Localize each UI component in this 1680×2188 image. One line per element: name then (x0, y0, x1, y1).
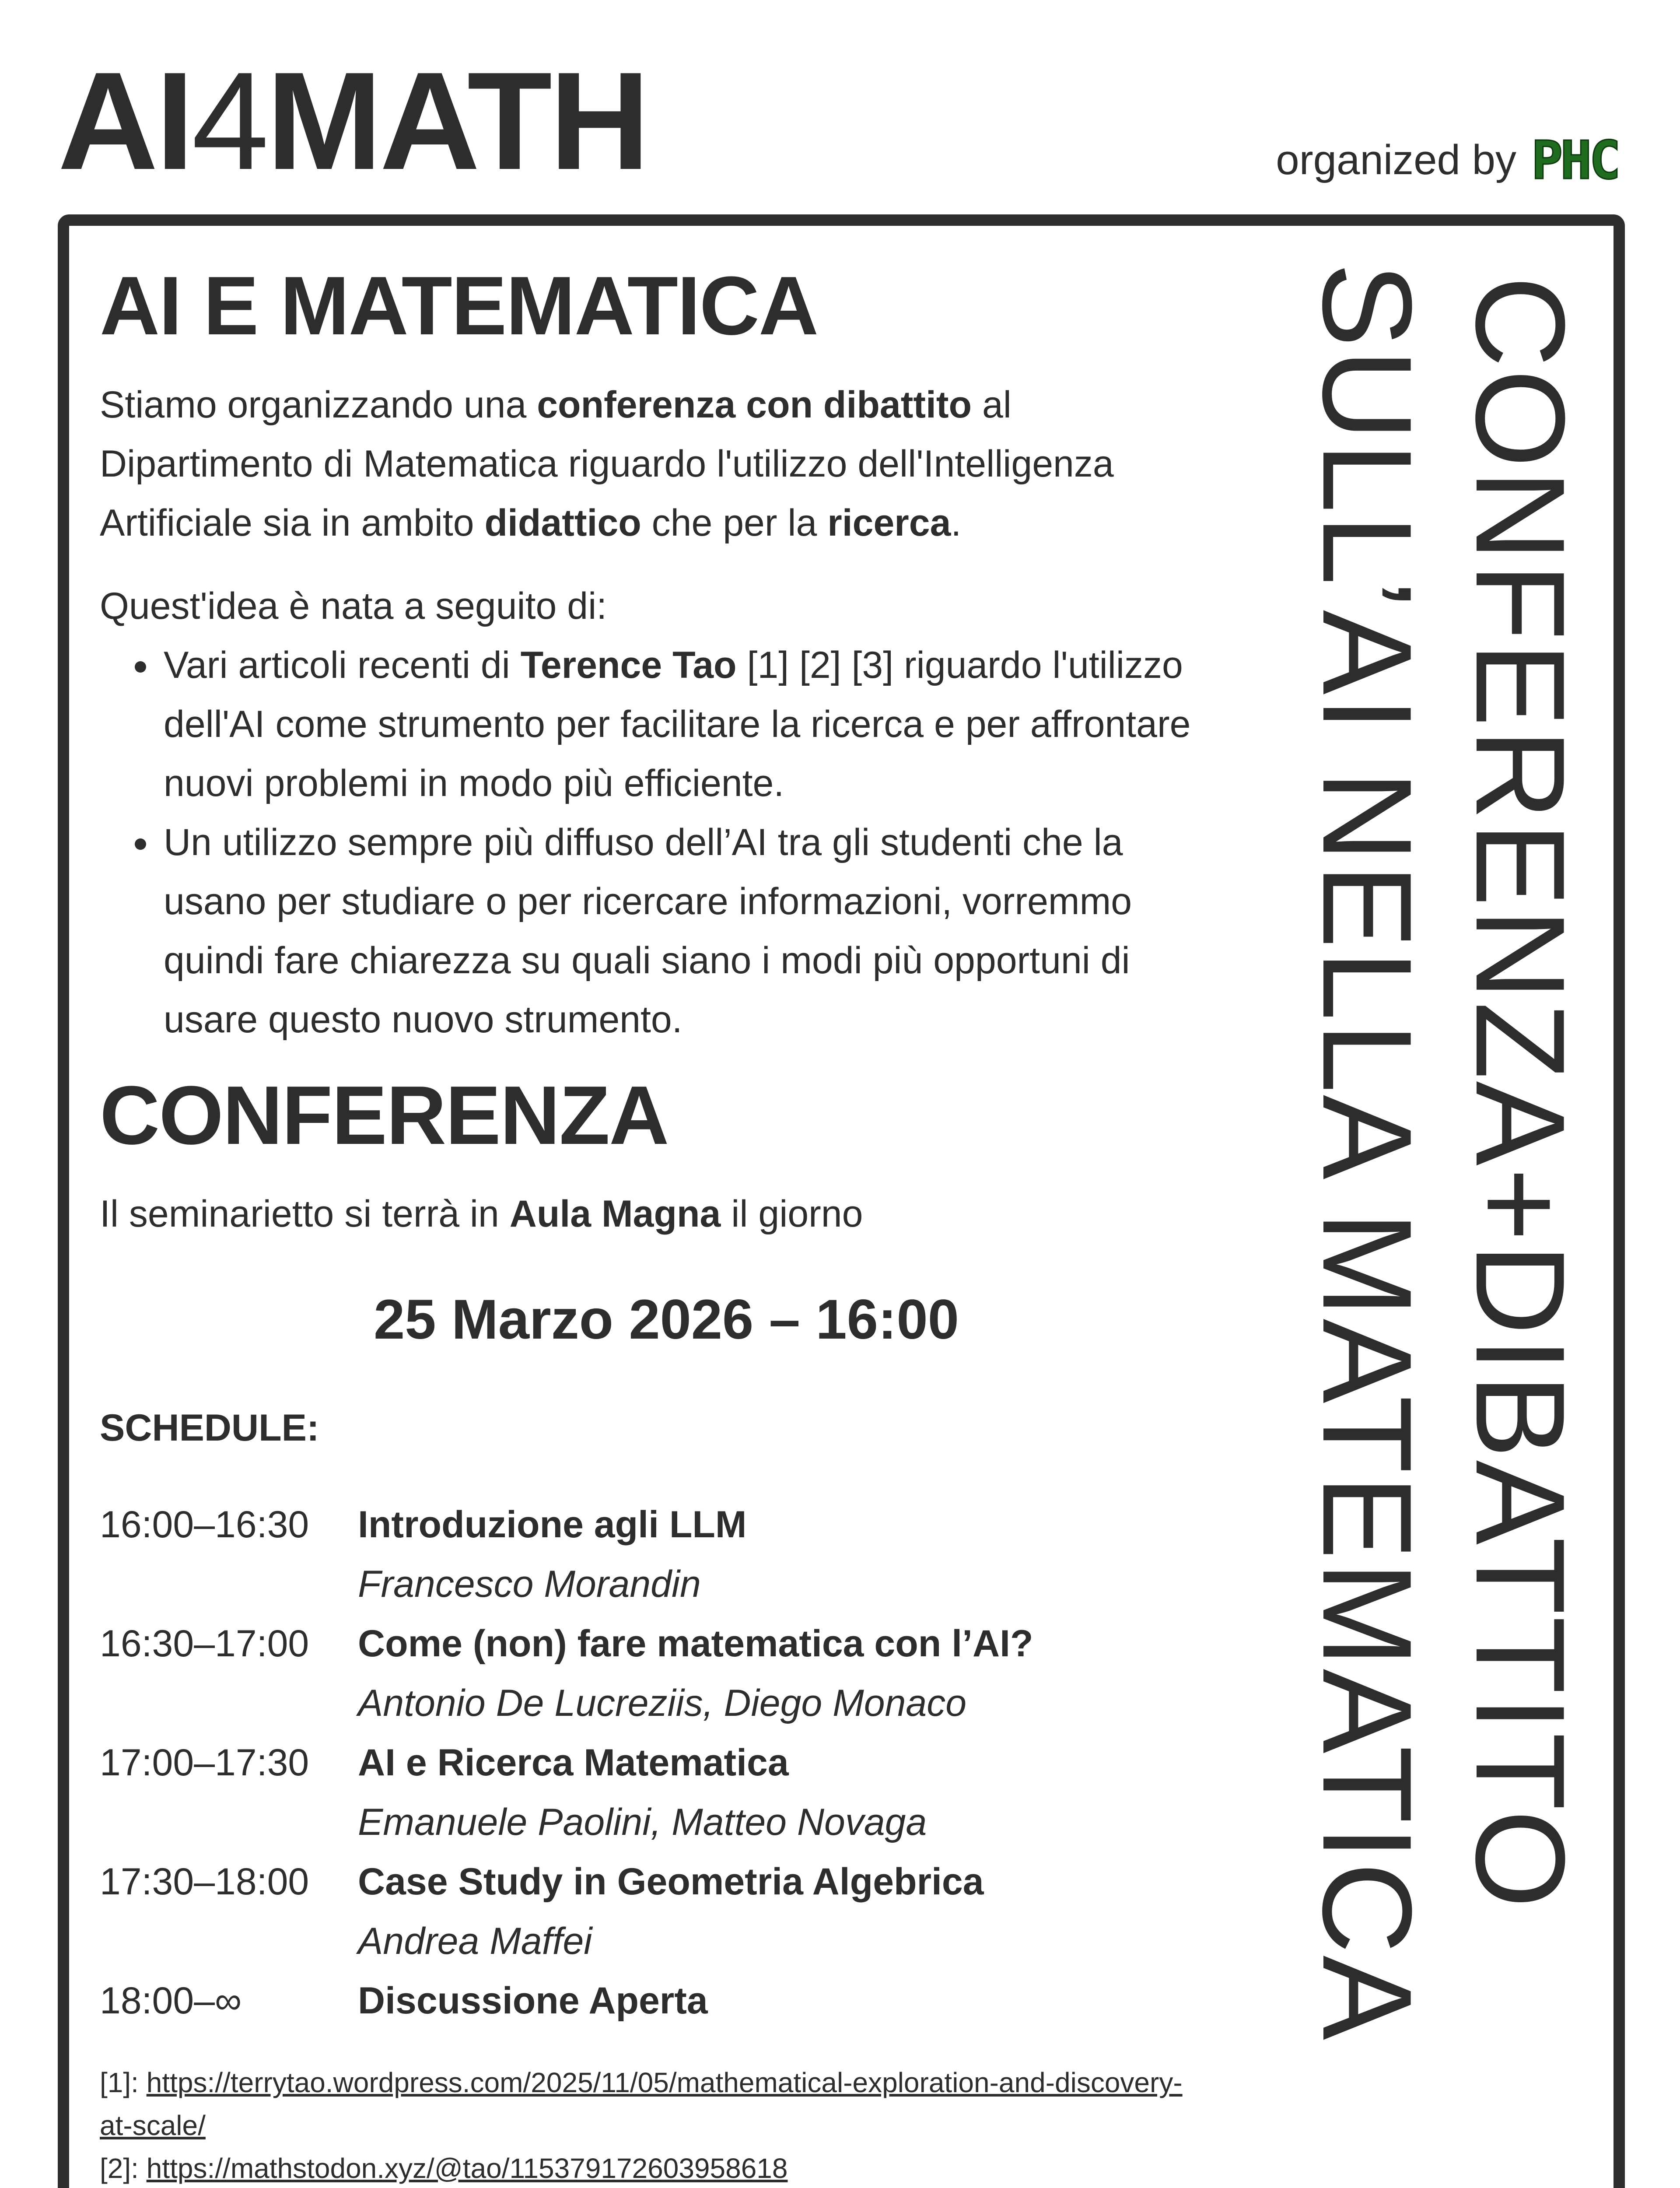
text-run: al Dipartimento di Matematica riguardo l'utilizzo dell'Intelligenza Artificiale sia in ambito (100, 383, 1114, 544)
section-title-ai-matematica: AI E MATEMATICA (100, 259, 818, 352)
slot-time: 17:00–17:30 (100, 1742, 309, 1784)
reference-link[interactable]: https://terrytao.wordpress.com/2025/11/05/mathematical-exploration-and-discovery-at-scale/ (100, 2067, 1183, 2141)
event-date: 25 Marzo 2026 – 16:00 (374, 1288, 959, 1351)
motivation-item (160, 813, 1202, 1049)
slot-time: 17:30–18:00 (100, 1861, 309, 1903)
text-run: . (951, 501, 962, 544)
talk-title: Come (non) fare matematica con l’AI? (358, 1623, 1033, 1665)
talk-title: AI e Ricerca Matematica (358, 1742, 789, 1784)
phc-logo (1531, 136, 1628, 185)
bold-text: Terence Tao (520, 644, 737, 686)
text-run: Il seminarietto si terrà in (100, 1193, 510, 1235)
text-run: Vari articoli recenti di (164, 644, 521, 686)
vertical-line-1: CONFERENZA+DIBATTITO (1449, 276, 1591, 1910)
reference-item (100, 2147, 1202, 2188)
talk-speakers: Emanuele Paolini, Matteo Novaga (358, 1801, 927, 1843)
reference-item (100, 2061, 1202, 2147)
main-content (100, 259, 1202, 2188)
schedule-row (100, 1733, 1202, 1852)
talk-speakers: Francesco Morandin (358, 1563, 701, 1605)
vertical-banner (1251, 263, 1591, 2188)
section-title-conferenza: CONFERENZA (100, 1069, 668, 1162)
talk-speakers: Antonio De Lucreziis, Diego Monaco (358, 1682, 967, 1724)
vertical-line-2: SULL’AI NELLA MATEMATICA (1296, 263, 1438, 2042)
motivation-item (160, 636, 1202, 813)
schedule-row (100, 1495, 1202, 1614)
idea-lead: Quest'idea è nata a seguito di: (100, 585, 607, 627)
motivation-list (100, 636, 1202, 1049)
bold-text: ricerca (827, 501, 951, 544)
bold-text: didattico (484, 501, 641, 544)
slot-time: 18:00–∞ (100, 1980, 242, 2022)
text-run: Un utilizzo sempre più diffuso dell’AI tra gli studenti che la usano per studiare o per ricercare informazioni, vorremmo quindi fare chiarezza su quali siano i modi più opportuni di usare questo nuovo strumento. (164, 821, 1132, 1041)
organizer (1276, 136, 1628, 185)
reference-label: [1]: (100, 2067, 147, 2098)
slot-time: 16:30–17:00 (100, 1623, 309, 1665)
logo-four: 4 (192, 43, 266, 199)
schedule-row (100, 1971, 1202, 2030)
bold-text: conferenza con dibattito (537, 383, 972, 426)
talk-speakers: Andrea Maffei (358, 1920, 592, 1962)
event-logo (58, 43, 648, 199)
logo-math: MATH (266, 43, 648, 199)
schedule-row (100, 1852, 1202, 1971)
talk-title: Case Study in Geometria Algebrica (358, 1861, 984, 1903)
bold-text: Aula Magna (509, 1193, 721, 1235)
text-run: Stiamo organizzando una (100, 383, 537, 426)
text-run: [1] [2] [3] riguardo l'utilizzo dell'AI come strumento per facilitare la ricerca e per affrontare nuovi problemi in modo più efficiente. (164, 644, 1191, 804)
schedule-row (100, 1614, 1202, 1733)
talk-title: Introduzione agli LLM (358, 1504, 747, 1546)
schedule-label: SCHEDULE: (100, 1407, 319, 1449)
organizer-label: organized by (1276, 137, 1516, 183)
slot-time: 16:00–16:30 (100, 1504, 309, 1546)
schedule (100, 1495, 1202, 2030)
logo-ai: AI (58, 43, 192, 199)
venue-text (100, 1185, 1202, 1244)
svg-text:PHC: PHC (1531, 136, 1618, 185)
reference-label: [2]: (100, 2153, 147, 2184)
intro-paragraph (100, 375, 1202, 553)
text-run: il giorno (721, 1193, 863, 1235)
references (100, 2061, 1202, 2188)
talk-title: Discussione Aperta (358, 1980, 708, 2022)
reference-link[interactable]: https://mathstodon.xyz/@tao/115379172603958618 (146, 2153, 788, 2184)
text-run: che per la (641, 501, 828, 544)
